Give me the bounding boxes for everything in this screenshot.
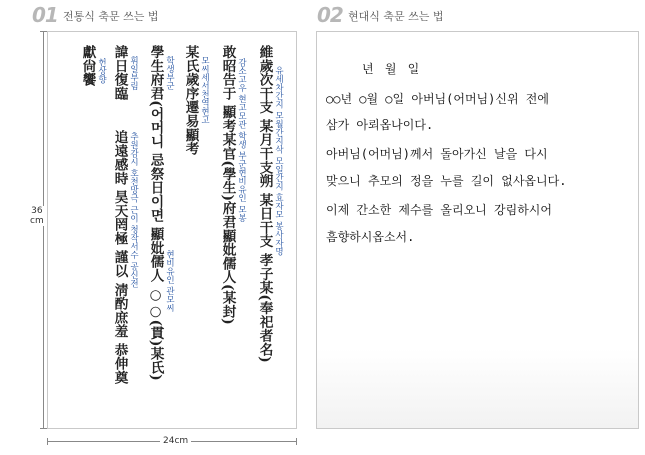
- modern-line-1: ○○년 ○월 ○일 아버님(어머님)신위 전에: [326, 92, 549, 106]
- hangul-note-6: 휘일부림: [128, 56, 139, 90]
- hangul-note-5: 현비유인 관모씨: [164, 250, 175, 313]
- section-title-modern: 현대식 축문 쓰는 법: [348, 10, 444, 23]
- section-title-traditional: 전통식 축문 쓰는 법: [63, 10, 159, 23]
- hanja-column-2: 敢昭告于 顯考某官(學生)府君顯妣儒人(某封): [219, 45, 236, 325]
- hanja-column-4: 學生府君(어머니 忌祭日이면 顯妣儒人 ○○(貫)某氏): [147, 45, 164, 381]
- hangul-note-3: 모씨세서천역현고: [199, 56, 210, 124]
- modern-line-5: 이제 간소한 제수를 올리오니 강림하시어: [326, 203, 552, 217]
- hangul-note-7: 추원감시 호천망극 근이 청작서수 공신전: [128, 132, 139, 288]
- hanja-column-5: 諱日復臨: [111, 45, 128, 101]
- hangul-note-4: 학생부군: [164, 56, 175, 90]
- hanja-column-7: 獻尙饗: [79, 45, 96, 87]
- hangul-note-1: 유세차간지 모월간지삭 모일간지 효자모 봉사자명: [273, 66, 284, 256]
- height-dimension-line: [43, 31, 44, 429]
- width-dimension-label: 24cm: [160, 436, 191, 446]
- hanja-column-6: 追遠感時 昊天罔極 謹以 淸酌庶羞 恭伸奠: [111, 130, 128, 385]
- modern-line-4: 맞으니 추모의 정을 누를 길이 없사옵니다.: [326, 174, 567, 188]
- modern-date-header: 년 월 일: [362, 62, 420, 76]
- section-number-1: 01: [32, 3, 58, 27]
- modern-line-6: 흠향하시옵소서.: [326, 230, 415, 244]
- modern-line-3: 아버님(어머님)께서 돌아가신 날을 다시: [326, 147, 548, 161]
- section-number-2: 02: [317, 3, 343, 27]
- hanja-column-1: 維歲次干支 某月干支朔 某日干支 孝子某(奉祀者名): [256, 45, 273, 363]
- hanja-column-3: 某氏歲序遷易顯考: [182, 45, 199, 156]
- height-dimension-label: 36 cm: [30, 206, 44, 226]
- hangul-note-8: 헌상향: [96, 58, 107, 84]
- modern-line-2: 삼가 아뢰옵나이다.: [326, 118, 434, 132]
- hangul-note-2: 감소고우 현고모관 학생 부군현비유인 모봉: [236, 58, 247, 222]
